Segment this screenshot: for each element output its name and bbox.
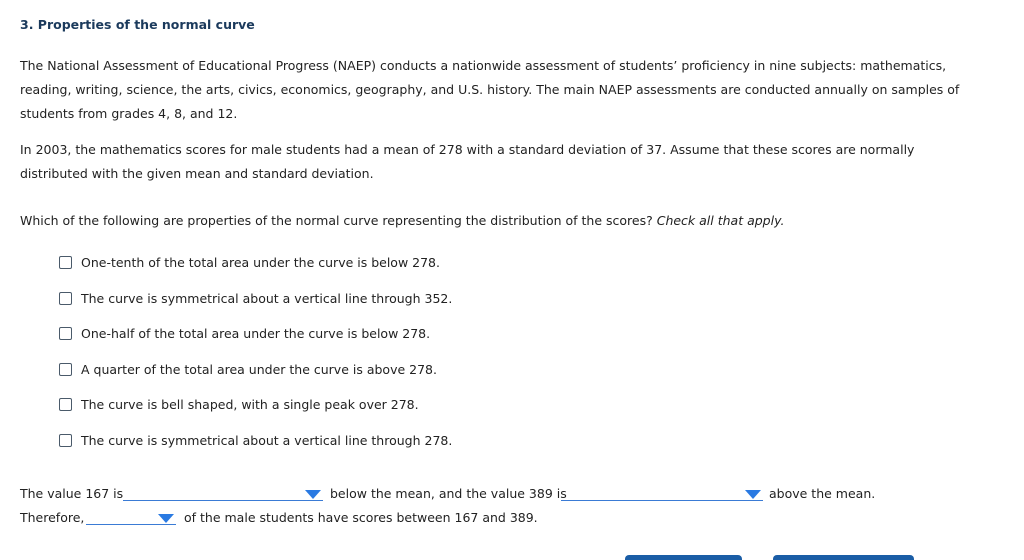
scores-paragraph: In 2003, the mathematics scores for male students had a mean of 278 with a standard deviation of 37. Assume that these scores are normally distributed with the given mean and standard deviation. bbox=[20, 142, 915, 181]
option-2[interactable] bbox=[59, 290, 452, 307]
option-1[interactable] bbox=[59, 254, 452, 271]
fill1-suffix: above the mean. bbox=[769, 486, 876, 501]
checkbox[interactable] bbox=[59, 292, 72, 305]
checkbox[interactable] bbox=[59, 398, 72, 411]
checkbox[interactable] bbox=[59, 327, 72, 340]
checkbox[interactable] bbox=[59, 256, 72, 269]
question-text: Which of the following are properties of the normal curve representing the distribution of the scores? bbox=[20, 213, 657, 228]
option-label: The curve is symmetrical about a vertical line through 352. bbox=[81, 290, 453, 306]
option-label: The curve is bell shaped, with a single peak over 278. bbox=[81, 397, 419, 412]
deviation-dropdown-389[interactable] bbox=[561, 486, 763, 501]
intro-paragraph: The National Assessment of Educational Progress (NAEP) conducts a nationwide assessment of students’ proficiency in nine subjects: mathematics, reading, writing, science, the arts, civics, economics, geography, and U.S. history. The main NAEP assessments are conducted annually on samples of students from grades 4, 8, and 12. bbox=[20, 58, 960, 121]
chevron-down-icon bbox=[158, 514, 174, 523]
option-label: A quarter of the total area under the curve is above 278. bbox=[81, 361, 437, 377]
action-button-2[interactable] bbox=[773, 555, 914, 560]
options-list bbox=[59, 254, 452, 467]
fill2-prefix: Therefore, bbox=[20, 510, 85, 525]
deviation-dropdown-167[interactable] bbox=[123, 486, 323, 501]
percentage-dropdown[interactable] bbox=[86, 510, 176, 525]
option-4[interactable] bbox=[59, 361, 452, 378]
checkbox[interactable] bbox=[59, 363, 72, 376]
fill2-suffix: of the male students have scores between 167 and 389. bbox=[184, 510, 538, 525]
option-label: One-tenth of the total area under the curve is below 278. bbox=[81, 255, 440, 270]
option-label: One-half of the total area under the curve is below 278. bbox=[81, 326, 431, 341]
fill1-prefix: The value 167 is bbox=[20, 486, 124, 501]
question-hint: Check all that apply. bbox=[656, 213, 785, 228]
option-5[interactable] bbox=[59, 396, 452, 413]
option-label: The curve is symmetrical about a vertical line through 278. bbox=[81, 432, 453, 448]
question-prompt bbox=[20, 213, 784, 228]
option-3[interactable] bbox=[59, 325, 452, 342]
checkbox[interactable] bbox=[59, 434, 72, 447]
fill1-middle: below the mean, and the value 389 is bbox=[330, 486, 567, 501]
chevron-down-icon bbox=[305, 490, 321, 499]
chevron-down-icon bbox=[745, 490, 761, 499]
action-button-1[interactable] bbox=[625, 555, 742, 560]
section-title: 3. Properties of the normal curve bbox=[20, 17, 255, 32]
option-6[interactable] bbox=[59, 432, 452, 449]
